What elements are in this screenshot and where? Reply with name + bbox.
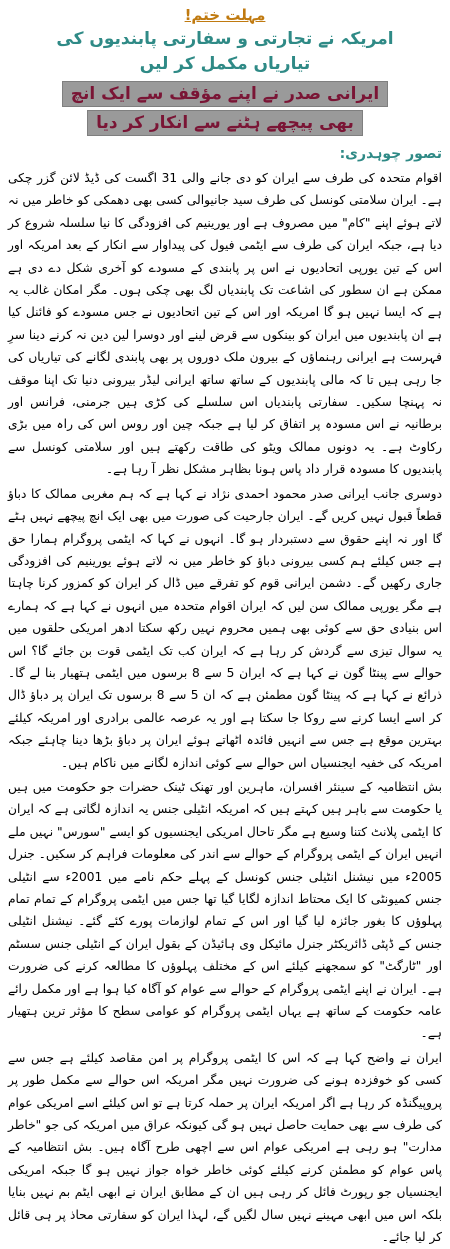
article-header xyxy=(8,6,442,139)
paragraph-2: دوسری جانب ایرانی صدر محمود احمدی نژاد نے کہا ہے کہ ہم مغربی ممالک کا دباؤ قطعاً قبول نہیں کریں گے۔ ایران جارحیت کی صورت میں بھی ایک انچ پیچھے نہیں ہٹے گا اور نہ اپنے حقوق سے دستبردار ہو گا۔ انہوں نے کہا کہ ایٹمی پروگرام ہمارا حق ہے جس کیلئے ہم کسی بیرونی دباؤ کو خاطر میں نہ لاتے ہوئے یورینیم کی افزودگی جاری رکھیں گے۔ دشمن ایرانی قوم کو تفرقے میں ڈال کر ایران کو کمزور کرنا چاہتا ہے مگر یورپی ممالک سن لیں کہ ایران اقوام متحدہ میں انہوں نے کہا ہے کہ ہمارے اس بنیادی حق سے کوئی بھی ہمیں محروم نہیں رکھ سکتا ادھر امریکی حلقوں میں یہ سوال تیزی سے گردش کر رہا ہے کہ ایران کب تک ایٹمی قوت بن جائے گا؟ اس حوالے سے پینٹا گون نے کہا ہے کہ ایران 5 سے 8 برسوں میں ایٹمی ہتھیار بنا لے گا۔ ذرائع نے کہا ہے کہ پینٹا گون مطمئن ہے کہ ان 5 سے 8 برسوں تک ایران پر دباؤ ڈال کر اسے ایسا کرنے سے روکا جا سکتا ہے اور یہ عرصہ عالمی برادری اور امریکہ کیلئے بہترین موقع ہے جس سے انہیں فائدہ اٹھاتے ہوئے ایران پر دباؤ بڑھا دینا چاہئے جبکہ امریکہ کی خفیہ ایجنسیاں اس حوالے سے کوئی اندازہ لگانے میں ناکام ہیں۔ xyxy=(8,486,442,770)
article-body xyxy=(8,167,442,1249)
subheadline xyxy=(8,81,442,139)
paragraph-1: اقوام متحدہ کی طرف سے ایران کو دی جانے والی 31 اگست کی ڈیڈ لائن گزر چکی ہے۔ ایران سلامتی کونسل کی طرف سید جانیوالی کسی بھی دھمکی کو خاطر میں نہ لاتے ہوئے اپنے "کام" میں مصروف ہے اور یورینیم کی افزودگی کا نیا سلسلہ شروع کر دیا ہے، جبکہ ایران کی طرف سے ایٹمی فیول کی پیداوار سے انکار کے بعد امریکہ اور اس کے تین یورپی اتحادیوں نے اس پر پابندی کے مسودے کو آخری شکل دے دی ہے ممکن ہے ان سطور کی اشاعت تک پابندیاں لگ بھی چکی ہوں۔ مگر امکان غالب یہ ہے کہ ایسا نہیں ہو گا امریکہ اور اس کے تین اتحادیوں نے جس مسودے کو فائنل کیا ہے ان پابندیوں میں ایران کو بینکوں سے قرض لینے اور دوسرا لین دین نہ کرنے دینا سرِ فہرست ہے ایرانی رہنماؤں کے بیرون ملک دوروں پر بھی پابندی لگانے کی تیاریاں کی جا رہی ہیں تا کہ مالی پابندیوں کے ساتھ ساتھ ایرانی لیڈر بیرونی دنیا تک اپنا موقف نہ پہنچا سکیں۔ سفارتی پابندیاں اس سلسلے کی کڑی ہیں جرمنی، فرانس اور برطانیہ نے اس مسودہ پر اتفاق کر لیا ہے جبکہ چین اور روس اس کی راہ میں بڑی رکاوٹ ہے۔ یہ دونوں ممالک ویٹو کی طاقت رکھتے ہیں اور سلامتی کونسل سے پابندیوں کا مسودہ قرار داد پاس ہونا بظاہر مشکل نظر آ رہا ہے۔ xyxy=(8,171,442,477)
headline-line-1: امریکہ نے تجارتی و سفارتی پابندیوں کی xyxy=(56,29,394,49)
headline-line-2: تیاریاں مکمل کر لیں xyxy=(139,54,311,74)
byline: تصور چوہدری: xyxy=(339,146,442,162)
subheadline-line-2: بھی پیچھے ہٹنے سے انکار کر دیا xyxy=(87,110,363,136)
paragraph-3: بش انتظامیہ کے سینئر افسران، ماہرین اور تھنک ٹینک حضرات جو حکومت میں ہیں یا حکومت سے باہر ہیں کہتے ہیں کہ امریکہ انٹیلی جنس یہ اندازہ لگاتی ہے کہ ایران کا ایٹمی پلانٹ کتنا وسیع ہے مگر تاحال امریکی ایجنسیوں کو ایسے "سورس" نہیں ملے انہیں ایران کے ایٹمی پروگرام کے حوالے سے اندر کی معلومات فراہم کر سکیں۔ جنرل 2005ء میں نیشنل انٹیلی جنس کونسل کے پہلے حکم نامے میں 2001ء سے انٹیلی جنس کمیونٹی کا ایک محتاط اندازہ لگایا گیا تھا جس میں ایٹمی پروگرام کے تمام تمام پہلوؤں کا بغور جائزہ لیا گیا اور اس کے تمام لوازمات پورے کئے گئے۔ نیشنل انٹیلی جنس کے ڈپٹی ڈائریکٹر جنرل مائیکل وی ہائیڈن کے بقول ایران کے انٹیلی جنس سسٹم اور "ٹارگٹ" کو سمجھنے کیلئے اس کے مختلف پہلوؤں کا مطالعہ کرنے کی ضرورت ہے۔ ایران نے اپنے ایٹمی پروگرام کے حوالے سے عوام کو آگاہ کیا ہوا ہے اور مکمل رائے عامہ حکومت کے ساتھ ہے یہاں ایٹمی پروگرام کو عوامی سطح کا مؤثر ترین ہتھیار ہے۔ xyxy=(8,779,442,1041)
subheadline-line-1: ایرانی صدر نے اپنے مؤقف سے ایک انچ xyxy=(62,81,388,107)
paragraph-4: ایران نے واضح کہا ہے کہ اس کا ایٹمی پروگرام پر امن مقاصد کیلئے ہے جس سے کسی کو خوفزدہ ہونے کی ضرورت نہیں مگر امریکہ اس حوالے سے مکمل طور پر پروپیگنڈہ کر رہا ہے اگر امریکہ ایران پر حملہ کرتا ہے تو اس کیلئے اسے امریکی عوام کی طرف سے بھی حمایت حاصل نہیں ہو گی کیونکہ عراق میں امریکہ کی جو "خاطر مدارت" ہو رہی ہے امریکی عوام اس سے اچھی طرح آگاہ ہیں۔ بش انتظامیہ کے پاس عوام کو مطمئن کرنے کیلئے کوئی خاطر خواہ جواز نہیں ہو گا جبکہ امریکی ایجنسیاں جو رپورٹ فائل کر رہی ہیں ان کے مطابق ایران نے ابھی ایٹم بم نہیں بنایا بلکہ اس میں ابھی مہینے نہیں سال لگیں گے، لہذا ایران کو سفارتی محاذ پر ہی قائل کر لیا جائے۔ xyxy=(8,1050,442,1245)
kicker-label: مہلت ختم! xyxy=(184,6,266,24)
